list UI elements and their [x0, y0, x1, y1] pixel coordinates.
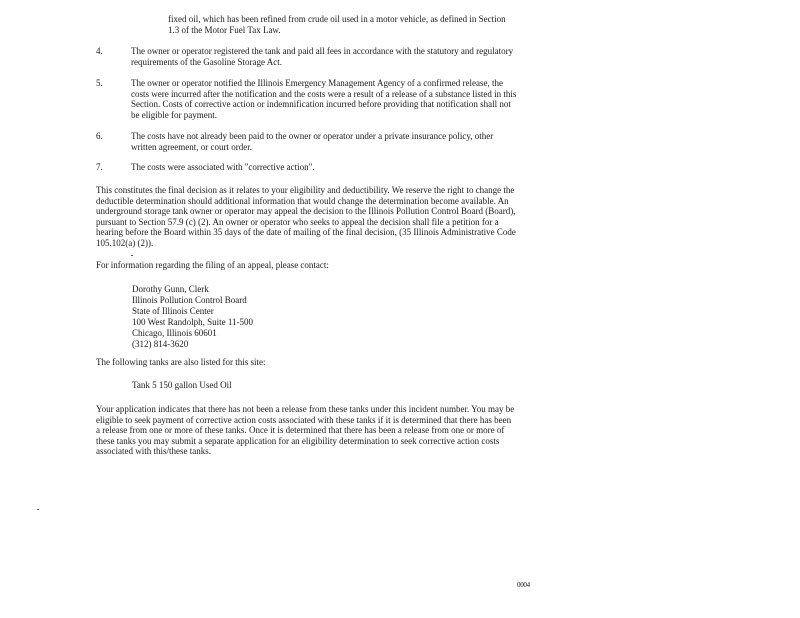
tank-item: Tank 5 150 gallon Used Oil [132, 380, 232, 390]
item-number: 4. [96, 46, 103, 56]
item-text: The costs have not already been paid to the owner or operator under a private insurance policy, other written agreement, or court order. [131, 131, 494, 152]
page-number: 0004 [517, 581, 530, 589]
item-number: 5. [96, 78, 103, 88]
contact-phone: (312) 814-3620 [132, 339, 189, 349]
section-fragment [168, 14, 528, 35]
item-text: The owner or operator notified the Illinois Emergency Management Agency of a confirmed release, the costs were incurred after the notification and the costs were a result of a release of a substance listed in this Section. Costs of corrective action or indemnification incurred before providing that notification shall not be eligible for payment. [131, 78, 517, 120]
contact-city: Chicago, Illinois 60601 [132, 328, 217, 338]
contact-org: Illinois Pollution Control Board [132, 295, 247, 305]
item-text: The costs were associated with "corrective action". [131, 162, 315, 172]
contact-address [132, 284, 253, 350]
contact-name: Dorothy Gunn, Clerk [132, 284, 209, 294]
tanks-intro: The following tanks are also listed for this site: [96, 357, 266, 367]
contact-building: State of Illinois Center [132, 306, 214, 316]
fragment-line-1: fixed oil, which has been refined from crude oil used in a motor vehicle, as defined in Section [168, 14, 506, 24]
item-number: 7. [96, 162, 103, 172]
scan-speck [131, 255, 133, 256]
item-text: The owner or operator registered the tank and paid all fees in accordance with the statutory and regulatory requirements of the Gasoline Storage Act. [131, 46, 514, 67]
item-number: 6. [96, 131, 103, 141]
decision-paragraph: This constitutes the final decision as it relates to your eligibility and deductibility. We reserve the right to change the deductible determination should additional information that would change the determination become available. An underground storage tank owner or operator may appeal the decision to the Illinois Pollution Control Board (Board), pursuant to Section 57.9 (c) (2). An owner or operator who seeks to appeal the decision shall file a petition for a hearing before the Board within 35 days of the date of mailing of the final decision, (35 Illinois Administrative Code 105.102(a) (2)). [96, 185, 516, 248]
closing-paragraph: Your application indicates that there has not been a release from these tanks under this incident number. You may be eligible to seek payment of corrective action costs associated with these tanks if it is determined that there has been a release from one or more of these tanks. Once it is determined that there has been a release from one or more of these tanks you may submit a separate application for an eligibility determination to seek corrective action costs associated with this/these tanks. [96, 404, 515, 456]
contact-intro: For information regarding the filing of an appeal, please contact: [96, 260, 329, 270]
contact-street: 100 West Randolph, Suite 11-500 [132, 317, 254, 327]
fragment-line-2: 1.3 of the Motor Fuel Tax Law. [168, 24, 281, 35]
scan-speck [37, 509, 39, 510]
